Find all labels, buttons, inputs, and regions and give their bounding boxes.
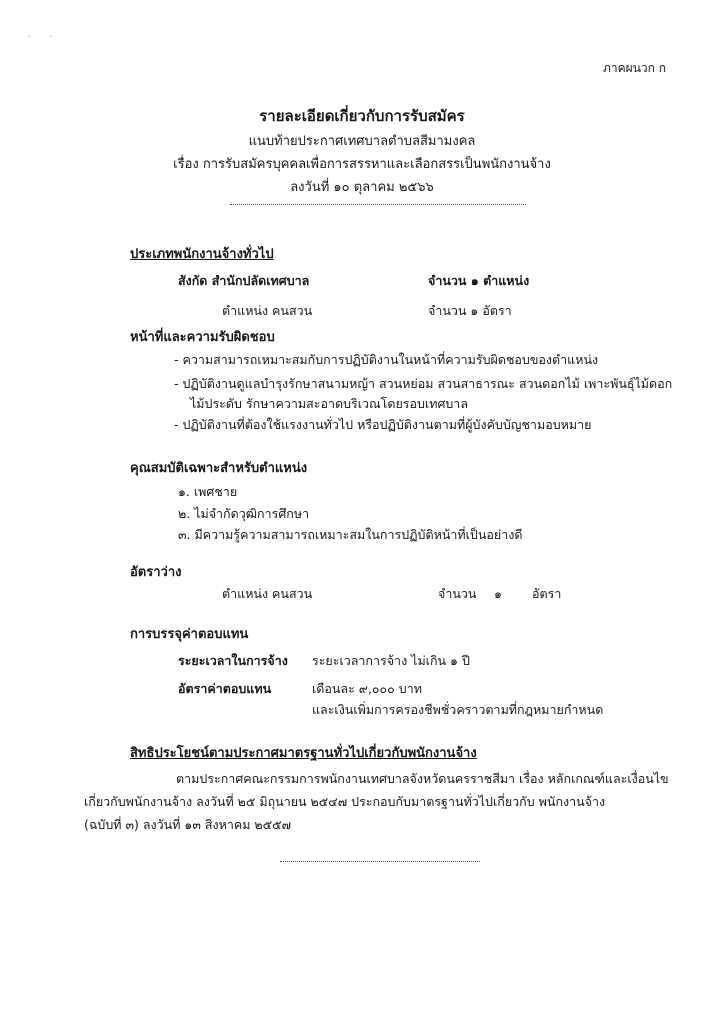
employee-type-heading: ประเภทพนักงานจ้างทั่วไป bbox=[130, 247, 274, 262]
affiliation: สังกัด สำนักปลัดเทศบาล bbox=[178, 273, 310, 288]
duty-item: - ความสามารถเหมาะสมกับการปฏิบัติงานในหน้าที่ความรับผิดชอบของตำแหน่ง bbox=[174, 352, 599, 367]
vacancy-position: ตำแหน่ง คนสวน bbox=[222, 586, 313, 601]
benefits-paragraph-line: (ฉบับที่ ๓) ลงวันที่ ๑๓ สิงหาคม ๒๕๕๗ bbox=[84, 817, 291, 832]
header-dotted-divider bbox=[230, 204, 526, 205]
vacancy-heading: อัตราว่าง bbox=[130, 565, 182, 580]
compensation-heading: การบรรจุค่าตอบแทน bbox=[130, 627, 249, 642]
document-title: รายละเอียดเกี่ยวกับการรับสมัคร bbox=[259, 107, 465, 125]
vacancy-count: ๑ bbox=[494, 586, 502, 601]
duty-item: - ปฏิบัติงานที่ต้องใช้แรงงานทั่วไป หรือปฏิบัติงานตามที่ผู้บังคับบัญชามอบหมาย bbox=[174, 417, 592, 432]
qualification-item: ๑. เพศชาย bbox=[178, 484, 238, 499]
employment-period-value: ระยะเวลาการจ้าง ไม่เกิน ๑ ปี bbox=[312, 653, 470, 668]
compensation-rate-extra: และเงินเพิ่มการครองชีพชั่วคราวตามที่กฎหมายกำหนด bbox=[312, 702, 604, 717]
duty-item: - ปฏิบัติงานดูแลบำรุงรักษาสนามหญ้า สวนหย่อม สวนสาธารณะ สวนดอกไม้ เพาะพันธุ์ไม้ดอก bbox=[174, 376, 673, 391]
compensation-rate-value: เดือนละ ๙,๐๐๐ บาท bbox=[312, 681, 422, 696]
qualification-item: ๒. ไม่จำกัดวุฒิการศึกษา bbox=[178, 506, 310, 521]
date-line: ลงวันที่ ๑๐ ตุลาคม ๒๕๖๖ bbox=[290, 180, 434, 195]
vacancy-unit: อัตรา bbox=[532, 586, 562, 601]
compensation-rate-label: อัตราค่าตอบแทน bbox=[178, 681, 272, 696]
scan-specks: . . bbox=[28, 30, 61, 40]
benefits-paragraph-line: เกี่ยวกับพนักงานจ้าง ลงวันที่ ๒๕ มิถุนายน ๒๕๔๗ ประกอบกับมาตรฐานทั่วไปเกี่ยวกับ พนักงานจ้าง bbox=[84, 794, 606, 809]
qualifications-heading: คุณสมบัติเฉพาะสำหรับตำแหน่ง bbox=[130, 461, 308, 476]
duties-heading: หน้าที่และความรับผิดชอบ bbox=[130, 330, 275, 345]
qualification-item: ๓. มีความรู้ความสามารถเหมาะสมในการปฏิบัติหน้าที่เป็นอย่างดี bbox=[178, 527, 523, 542]
position-count: จำนวน ๑ ตำแหน่ง bbox=[428, 273, 530, 288]
duty-item-continuation: ไม้ประดับ รักษาความสะอาดบริเวณโดยรอบเทศบาล bbox=[190, 396, 468, 411]
benefits-paragraph-line: ตามประกาศคณะกรรมการพนักงานเทศบาลจังหวัดนครราชสีมา เรื่อง หลักเกณฑ์และเงื่อนไข bbox=[176, 771, 669, 786]
benefits-heading: สิทธิประโยชน์ตามประกาศมาตรฐานทั่วไปเกี่ยวกับพนักงานจ้าง bbox=[130, 746, 477, 761]
footer-dotted-divider bbox=[280, 861, 480, 862]
employment-period-label: ระยะเวลาในการจ้าง bbox=[178, 653, 288, 668]
position-name: ตำแหน่ง คนสวน bbox=[222, 303, 313, 318]
rate-count: จำนวน ๑ อัตรา bbox=[428, 303, 512, 318]
announcement-line: แนบท้ายประกาศเทศบาลตำบลสีมามงคล bbox=[248, 134, 476, 149]
appendix-label: ภาคผนวก ก bbox=[603, 61, 666, 75]
vacancy-count-label: จำนวน bbox=[438, 586, 477, 601]
subject-line: เรื่อง การรับสมัครบุคคลเพื่อการสรรหาและเลือกสรรเป็นพนักงานจ้าง bbox=[173, 157, 551, 172]
